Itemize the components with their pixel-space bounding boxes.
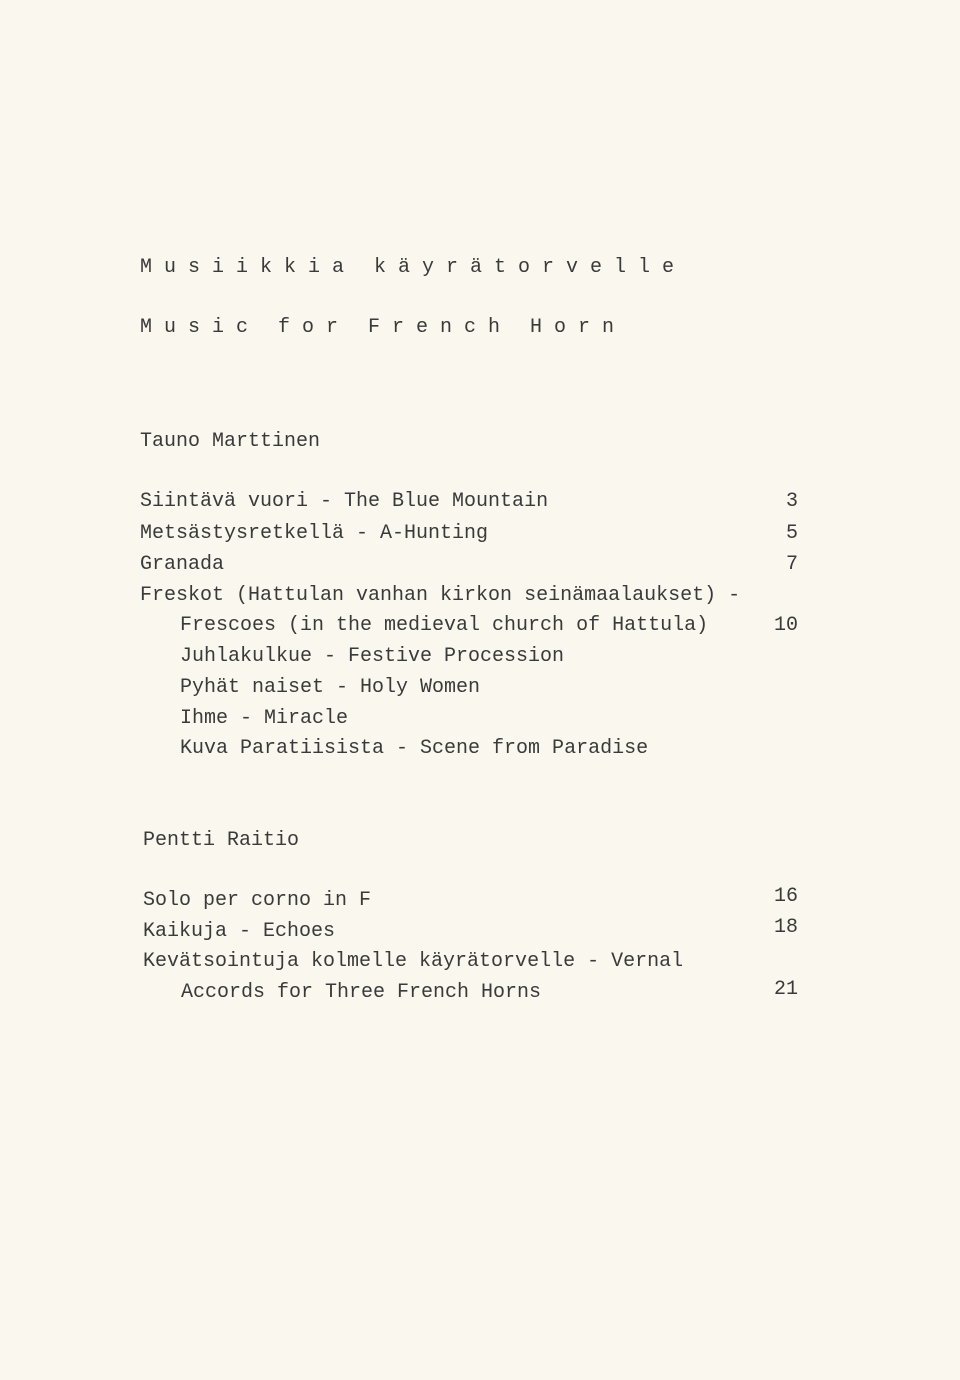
page-number: 21 — [773, 978, 798, 1001]
toc-entry: Juhlakulkue - Festive Procession — [180, 645, 565, 668]
page-number: 3 — [785, 490, 798, 513]
toc-entry: Granada — [140, 553, 225, 576]
composer-heading: Tauno Marttinen — [140, 430, 321, 453]
toc-entry: Solo per corno in F — [143, 889, 372, 912]
title-finnish: Musiikkia käyrätorvelle — [140, 256, 687, 279]
title-english: Music for French Horn — [140, 316, 627, 339]
toc-entry: Frescoes (in the medieval church of Hattula) — [180, 614, 709, 637]
page-number: 18 — [773, 916, 798, 939]
page-number: 7 — [785, 553, 798, 576]
toc-entry: Pyhät naiset - Holy Women — [180, 676, 481, 699]
page-number: 5 — [785, 522, 798, 545]
toc-entry: Accords for Three French Horns — [181, 981, 542, 1004]
toc-entry: Metsästysretkellä - A-Hunting — [140, 522, 489, 545]
toc-entry: Kuva Paratiisista - Scene from Paradise — [180, 737, 649, 760]
toc-entry: Freskot (Hattulan vanhan kirkon seinämaalaukset) - — [140, 584, 741, 607]
page-number: 16 — [773, 885, 798, 908]
composer-heading: Pentti Raitio — [143, 829, 300, 852]
page-number: 10 — [773, 614, 798, 637]
toc-entry: Ihme - Miracle — [180, 707, 349, 730]
toc-entry: Siintävä vuori - The Blue Mountain — [140, 490, 549, 513]
toc-entry: Kevätsointuja kolmelle käyrätorvelle - Vernal — [143, 950, 684, 973]
toc-entry: Kaikuja - Echoes — [143, 920, 336, 943]
